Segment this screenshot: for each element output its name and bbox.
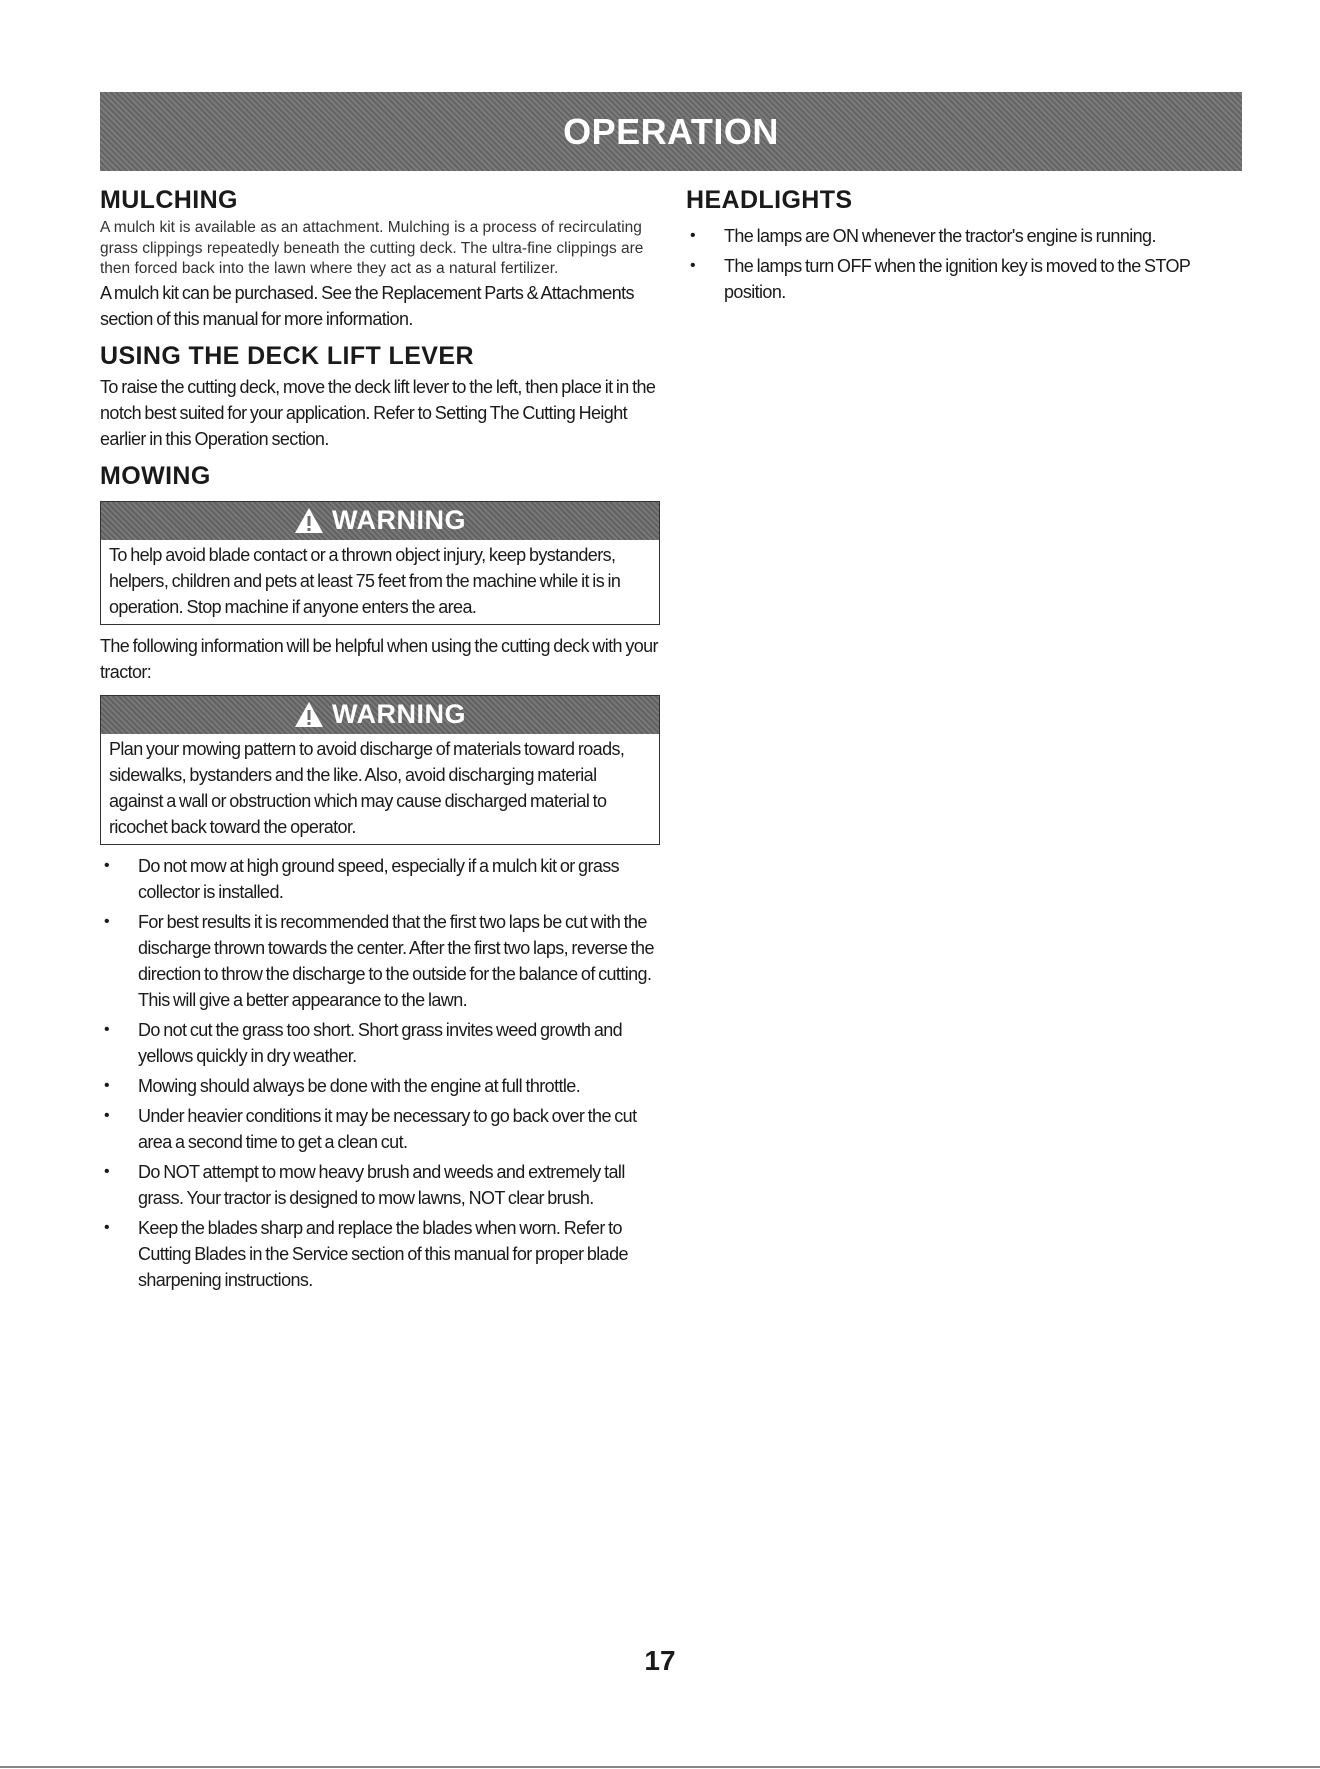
warning-triangle-icon	[294, 507, 324, 534]
mowing-bullet-text: Do not cut the grass too short. Short grass invites weed growth and yellows quickly in dry weather.	[138, 1019, 623, 1066]
page-number: 17	[644, 1645, 676, 1676]
warning-body-2	[101, 734, 659, 844]
warning-triangle-icon	[294, 701, 324, 728]
mowing-section	[100, 462, 660, 1293]
headlights-bullet-text: The lamps are ON whenever the tractor's engine is running.	[724, 226, 1156, 246]
mulching-paragraph-2: A mulch kit can be purchased. See the Replacement Parts & Attachments section of this manual for more information.	[100, 282, 634, 329]
warning-body-1	[101, 540, 659, 624]
warning-header-1	[101, 502, 659, 540]
list-item	[100, 1017, 660, 1069]
bullet-dot: •	[104, 912, 110, 930]
warning-box-1	[100, 501, 660, 625]
bottom-rule	[0, 1766, 1320, 1768]
list-item	[100, 1159, 660, 1211]
page-title: OPERATION	[563, 110, 779, 152]
right-column	[686, 186, 1242, 309]
warning-box-2	[100, 695, 660, 845]
list-item	[100, 1103, 660, 1155]
warning-text-2: Plan your mowing pattern to avoid discharge of materials toward roads, sidewalks, bystanders and the like. Also, avoid discharging material against a wall or obstruction which may cause discharged material to ricochet back toward the operator.	[109, 738, 625, 837]
list-item	[100, 1073, 660, 1099]
bullet-dot: •	[104, 1106, 110, 1124]
mowing-bullet-text: Do NOT attempt to mow heavy brush and weeds and extremely tall grass. Your tractor is designed to mow lawns, NOT clear brush.	[138, 1161, 625, 1208]
warning-title-1: WARNING	[332, 505, 466, 535]
mowing-bullet-text: Keep the blades sharp and replace the blades when worn. Refer to Cutting Blades in the Service section of this manual for proper blade sharpening instructions.	[138, 1217, 628, 1290]
left-column	[100, 186, 660, 1297]
warning-header-2	[101, 696, 659, 734]
warning-text-1: To help avoid blade contact or a thrown object injury, keep bystanders, helpers, children and pets at least 75 feet from the machine while it is in operation. Stop machine if anyone enters the area.	[109, 544, 621, 617]
bullet-dot: •	[104, 1076, 110, 1094]
list-item	[100, 909, 660, 1013]
mowing-bullet-text: For best results it is recommended that the first two laps be cut with the discharge thrown towards the center. After the first two laps, reverse the direction to throw the discharge to the outside for the balance of cutting. This will give a better appearance to the lawn.	[138, 911, 654, 1010]
list-item	[686, 223, 1242, 249]
mowing-heading: MOWING	[100, 461, 211, 490]
header-bar	[100, 92, 1242, 171]
bullet-dot: •	[104, 1218, 110, 1236]
bullet-dot: •	[690, 227, 696, 244]
mulching-section	[100, 186, 660, 332]
deck-lift-paragraph: To raise the cutting deck, move the deck lift lever to the left, then place it in the notch best suited for your application. Refer to Setting The Cutting Height earlier in this Operation section.	[100, 376, 656, 449]
bullet-dot: •	[104, 1020, 110, 1038]
warning-title-2: WARNING	[332, 699, 466, 729]
mulching-paragraph-1: A mulch kit is available as an attachment. Mulching is a process of recirculating grass clippings repeatedly beneath the cutting deck. The ultra-fine clippings are then forced back into the lawn where they act as a natural fertilizer.	[100, 219, 644, 277]
bullet-dot: •	[690, 257, 696, 274]
mowing-bullet-text: Under heavier conditions it may be necessary to go back over the cut area a second time to get a clean cut.	[138, 1105, 637, 1152]
headlights-bullet-text: The lamps turn OFF when the ignition key is moved to the STOP position.	[724, 256, 1190, 302]
mulching-heading: MULCHING	[100, 186, 238, 214]
mowing-bullet-text: Do not mow at high ground speed, especially if a mulch kit or grass collector is installed.	[138, 855, 620, 902]
mowing-bullet-text: Mowing should always be done with the engine at full throttle.	[138, 1075, 581, 1096]
headlights-heading: HEADLIGHTS	[686, 186, 853, 214]
deck-lift-heading: USING THE DECK LIFT LEVER	[100, 341, 474, 370]
list-item	[100, 1215, 660, 1293]
list-item	[686, 253, 1242, 305]
headlights-bullet-list	[686, 223, 1242, 305]
deck-lift-section	[100, 342, 660, 452]
list-item	[100, 853, 660, 905]
bullet-dot: •	[104, 1162, 110, 1180]
mowing-bullet-list	[100, 853, 660, 1293]
mowing-intro: The following information will be helpful when using the cutting deck with your tractor:	[100, 635, 658, 682]
bullet-dot: •	[104, 856, 110, 874]
